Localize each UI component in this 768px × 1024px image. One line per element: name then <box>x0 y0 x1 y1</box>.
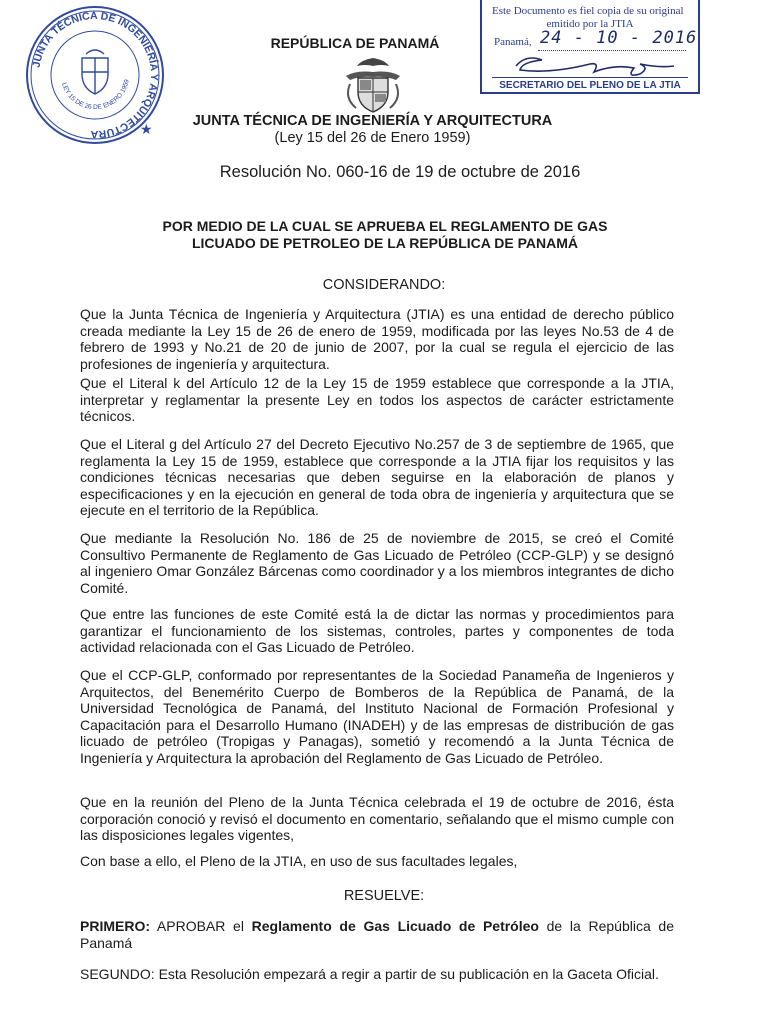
primero-label: PRIMERO: <box>80 918 150 934</box>
considerando-heading: CONSIDERANDO: <box>322 277 446 293</box>
stamp-city: Panamá, <box>494 36 532 48</box>
primero-regulation-name: Reglamento de Gas Licuado de Petróleo <box>251 918 539 934</box>
considerando-paragraph: Que el Literal g del Artículo 27 del Decreto Ejecutivo No.257 de 3 de septiembre de 1965, que reglamenta la Ley 15 de 1959, establece que corresponde a la JTIA fijar los requisitos y las condiciones técnicas necesarias que deben seguirse en la elaboración de planos y especificaciones y en la ejecución en general de toda obra de ingeniería y arquitectura que se ejecute en el territorio de la República. <box>80 436 674 518</box>
country-heading: REPÚBLICA DE PANAMÁ <box>270 35 440 51</box>
considerando-paragraph: Que en la reunión del Pleno de la Junta Técnica celebrada el 19 de octubre de 2016, ésta corporación conoció y revisó el documento en comentario, señalando que el mismo cumple con las disposiciones legales vigentes, <box>80 794 674 843</box>
stamp-footer: SECRETARIO DEL PLENO DE LA JTIA <box>499 80 681 91</box>
seal-inner-text: LEY 15 DE 26 DE ENERO 1959 <box>60 78 131 112</box>
stamp-line-2: emitido por la JTIA <box>546 18 634 30</box>
coat-of-arms-icon <box>338 54 408 116</box>
secretary-signature <box>496 52 686 78</box>
resuelve-segundo: SEGUNDO: Esta Resolución empezará a regir a partir de su publicación en la Gaceta Oficial. <box>80 966 659 982</box>
seal-ring-text: JUNTA TÉCNICA DE INGENIERÍA Y ARQUITECTURA <box>30 9 161 141</box>
law-reference: (Ley 15 del 26 de Enero 1959) <box>274 130 471 146</box>
resolution-number: Resolución No. 060-16 de 19 de octubre de 2016 <box>219 163 581 181</box>
jtia-circular-seal <box>20 0 170 150</box>
stamp-date-line <box>538 50 686 51</box>
considerando-paragraph: Que mediante la Resolución No. 186 de 25 de noviembre de 2015, se creó el Comité Consultivo Permanente de Reglamento de Gas Licuado de Petróleo (CCP-GLP) y se designó al ingeniero Omar González Bárcenas como coordinador y a los miembros integrantes de dicho Comité. <box>80 530 674 596</box>
considerando-paragraph: Que el Literal k del Artículo 12 de la Ley 15 de 1959 establece que corresponde a la JTIA, interpretar y reglamentar la presente Ley en todos los aspectos de carácter estrictamente técnicos. <box>80 375 674 424</box>
title-line-2: LICUADO DE PETROLEO DE LA REPÚBLICA DE PANAMÁ <box>191 235 579 251</box>
title-line-1: POR MEDIO DE LA CUAL SE APRUEBA EL REGLAMENTO DE GAS <box>162 218 608 234</box>
primero-verb: APROBAR el <box>150 918 252 934</box>
considerando-paragraph: Con base a ello, el Pleno de la JTIA, en uso de sus facultades legales, <box>80 853 518 869</box>
document-title <box>115 218 655 252</box>
seal-star-icon: ★ <box>140 121 153 137</box>
seal-shield-icon <box>82 50 108 94</box>
considerando-paragraph: Que la Junta Técnica de Ingeniería y Arquitectura (JTIA) es una entidad de derecho público creada mediante la Ley 15 de 26 de enero de 1959, modificada por las leyes No.53 de 4 de febrero de 1993 y No.21 de 20 de junio de 2007, por la cual se regula el ejercicio de las profesiones de ingeniería y arquitectura. <box>80 306 674 372</box>
stamp-rule <box>492 77 688 78</box>
considerando-paragraph: Que el CCP-GLP, conformado por representantes de la Sociedad Panameña de Ingenieros y Arquitectos, del Benemérito Cuerpo de Bomberos de la República de Panamá, de la Universidad Tecnológica de Panamá, del Instituto Nacional de Formación Profesional y Capacitación para el Desarrollo Humano (INADEH) y de las empresas de distribución de gas licuado de petróleo (Tropigas y Panagas), sometió y recomendó a la Junta Técnica de Ingeniería y Arquitectura la aprobación del Reglamento de Gas Licuado de Petróleo. <box>80 667 674 766</box>
certification-stamp <box>480 0 700 94</box>
institution-heading: JUNTA TÉCNICA DE INGENIERÍA Y ARQUITECTURA <box>192 113 553 129</box>
stamp-date: 24 - 10 - 2016 <box>540 28 698 48</box>
stamp-line-1: Este Documento es fiel copia de su original <box>492 5 684 17</box>
resuelve-primero <box>80 918 674 951</box>
resuelve-heading: RESUELVE: <box>343 888 425 904</box>
primero-rest: de la República de Panamá <box>80 918 674 951</box>
considerando-paragraph: Que entre las funciones de este Comité está la de dictar las normas y procedimientos para garantizar el funcionamiento de los sistemas, controles, partes y componentes de toda actividad relacionada con el Gas Licuado de Petróleo. <box>80 606 674 655</box>
